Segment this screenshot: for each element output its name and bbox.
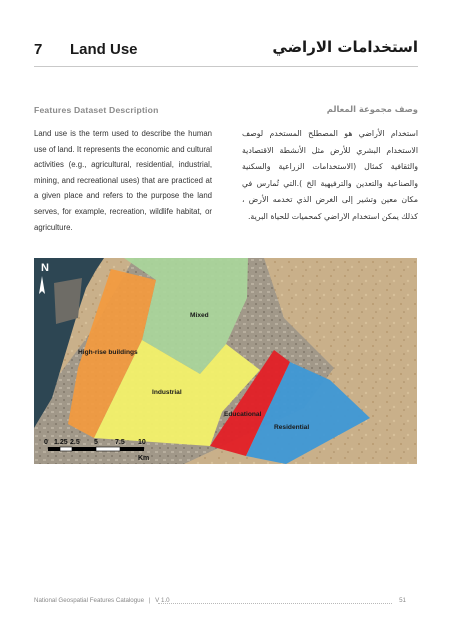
zone-label-industrial: Industrial	[152, 389, 182, 396]
footer-version: V 1.0	[155, 597, 170, 604]
zone-label-high-rise: High-rise buildings	[78, 349, 138, 356]
scale-unit: Km	[138, 455, 150, 462]
scale-tick-1: 1.25	[54, 439, 68, 446]
footer-catalogue-name: National Geospatial Features Catalogue	[34, 597, 145, 604]
zone-label-educational: Educational	[224, 411, 262, 418]
north-arrow-label: N	[41, 262, 49, 274]
scale-tick-3: 5	[94, 439, 98, 446]
chapter-title-en: Land Use	[70, 41, 138, 58]
section-heading-ar: وصف مجموعة المعالم	[326, 104, 418, 114]
land-use-map	[34, 258, 417, 464]
header-divider	[34, 66, 418, 67]
chapter-title-ar: استخدامات الاراضي	[272, 38, 418, 56]
scale-tick-5: 10	[138, 439, 146, 446]
zone-label-residential: Residential	[274, 424, 310, 431]
page-number: 51	[399, 597, 406, 604]
footer-separator: |	[148, 597, 151, 604]
map-harbour	[54, 278, 82, 324]
scale-tick-2: 2.5	[70, 439, 80, 446]
description-en: Land use is the term used to describe the human use of land. It represents the economic and cultural activities (e.g., agricultural, residential, industrial, mining, and recreational uses) that are practiced at a given place and refers to the purpose the land serves, for example, recreation, wildlife habitat, or agriculture.	[34, 129, 212, 232]
scale-tick-0: 0	[44, 439, 48, 446]
footer-catalogue	[34, 597, 170, 604]
description-ar: استخدام الأراضي هو المصطلح المستخدم لوصف الاستخدام البشري للأرض مثل الأنشطة الاقتصادية والثقافية كمثال (الاستخدامات الزراعية والسكنية والصناعية والتعدين والترفيهية الخ ).التي تُمارس في مكان معين وتشير إلى الغرض الذي تخدمه الأرض ، كذلك يمكن استخدام الاراضي كمحميات للحياة البرية.	[242, 129, 418, 221]
zone-label-mixed: Mixed	[190, 312, 209, 319]
chapter-number: 7	[34, 41, 43, 58]
footer-dotted-leader	[158, 603, 392, 604]
scale-tick-4: 7.5	[115, 439, 125, 446]
section-heading-en: Features Dataset Description	[34, 105, 159, 115]
